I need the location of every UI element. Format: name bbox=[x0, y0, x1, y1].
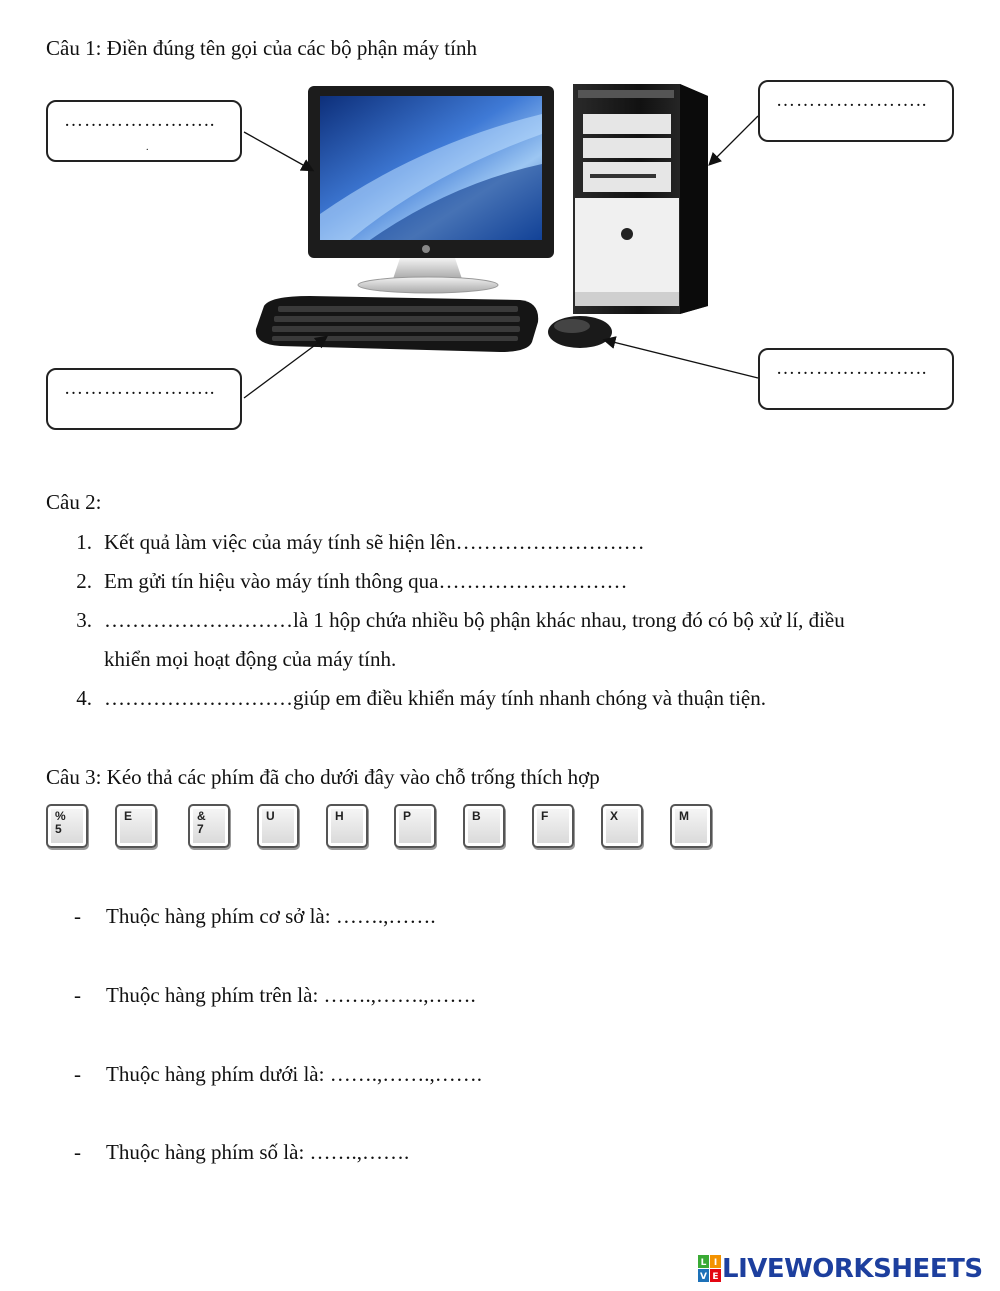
key-b[interactable] bbox=[463, 804, 505, 848]
liveworksheets-logo-text: LIVEWORKSHEETS bbox=[722, 1254, 983, 1284]
label-box-keyboard[interactable] bbox=[46, 368, 242, 430]
label-box-text: ………………….. bbox=[64, 378, 216, 399]
key-p[interactable] bbox=[394, 804, 436, 848]
label-box-monitor[interactable] bbox=[46, 100, 242, 162]
label-box-text: ………………….. bbox=[776, 90, 928, 111]
question-2-title: Câu 2: bbox=[46, 490, 102, 514]
label-box-system-unit[interactable] bbox=[758, 80, 954, 142]
key-f[interactable] bbox=[532, 804, 574, 848]
key-top-char: E bbox=[124, 809, 133, 823]
logo-icon-letter: L bbox=[700, 1258, 707, 1268]
key-7[interactable] bbox=[188, 804, 230, 848]
label-box-text: ………………….. bbox=[64, 110, 216, 131]
list-number: 1. bbox=[76, 530, 92, 554]
key-top-char: F bbox=[541, 809, 549, 823]
key-bottom-char: 5 bbox=[55, 822, 62, 836]
label-box-text: ………………….. bbox=[776, 358, 928, 379]
arrow-to-keyboard bbox=[244, 337, 326, 398]
list-text[interactable]: ………………………là 1 hộp chứa nhiều bộ phận khác nhau, trong đó có bộ xử lí, điều bbox=[104, 608, 845, 632]
bullet-dash: - bbox=[74, 1062, 81, 1086]
key-top-char: & bbox=[197, 809, 206, 823]
logo-icon-letter: I bbox=[713, 1258, 718, 1268]
key-m[interactable] bbox=[670, 804, 712, 848]
list-text[interactable]: ………………………giúp em điều khiển máy tính nhanh chóng và thuận tiện. bbox=[104, 686, 766, 710]
key-h[interactable] bbox=[326, 804, 368, 848]
key-e[interactable] bbox=[115, 804, 157, 848]
arrow-to-system-unit bbox=[710, 116, 758, 164]
key-top-char: M bbox=[679, 809, 689, 823]
liveworksheets-logo bbox=[698, 1254, 983, 1284]
list-number: 3. bbox=[76, 608, 92, 632]
key-top-char: X bbox=[610, 809, 619, 823]
drop-target-line[interactable]: Thuộc hàng phím dưới là: …….,…….,……. bbox=[106, 1062, 482, 1086]
key-top-char: P bbox=[403, 809, 412, 823]
arrow-to-monitor bbox=[244, 132, 312, 170]
key-top-char: H bbox=[335, 809, 344, 823]
liveworksheets-logo-icon bbox=[698, 1255, 722, 1283]
bullet-dash: - bbox=[74, 983, 81, 1007]
list-number: 2. bbox=[76, 569, 92, 593]
bullet-dash: - bbox=[74, 904, 81, 928]
key-top-char: U bbox=[266, 809, 275, 823]
key-top-char: B bbox=[472, 809, 481, 823]
drop-target-line[interactable]: Thuộc hàng phím số là: …….,……. bbox=[106, 1140, 410, 1164]
list-text[interactable]: Em gửi tín hiệu vào máy tính thông qua……………………… bbox=[104, 569, 628, 593]
list-number: 4. bbox=[76, 686, 92, 710]
drop-target-line[interactable]: Thuộc hàng phím trên là: …….,…….,……. bbox=[106, 983, 476, 1007]
key-bottom-char: 7 bbox=[197, 822, 204, 836]
question-3-title: Câu 3: Kéo thả các phím đã cho dưới đây vào chỗ trống thích hợp bbox=[46, 765, 600, 789]
label-box-mouse[interactable] bbox=[758, 348, 954, 410]
list-text: khiển mọi hoạt động của máy tính. bbox=[104, 647, 397, 671]
key-5[interactable] bbox=[46, 804, 88, 848]
list-text[interactable]: Kết quả làm việc của máy tính sẽ hiện lên……………………… bbox=[104, 530, 645, 554]
key-u[interactable] bbox=[257, 804, 299, 848]
question-1-title: Câu 1: Điền đúng tên gọi của các bộ phận máy tính bbox=[46, 36, 477, 60]
key-top-char: % bbox=[55, 809, 66, 823]
label-box-mark: . bbox=[146, 142, 150, 153]
drop-target-line[interactable]: Thuộc hàng phím cơ sở là: …….,……. bbox=[106, 904, 436, 928]
key-x[interactable] bbox=[601, 804, 643, 848]
bullet-dash: - bbox=[74, 1140, 81, 1164]
logo-icon-letter: E bbox=[712, 1272, 719, 1282]
logo-icon-letter: V bbox=[700, 1272, 707, 1282]
arrow-to-mouse bbox=[605, 340, 758, 378]
